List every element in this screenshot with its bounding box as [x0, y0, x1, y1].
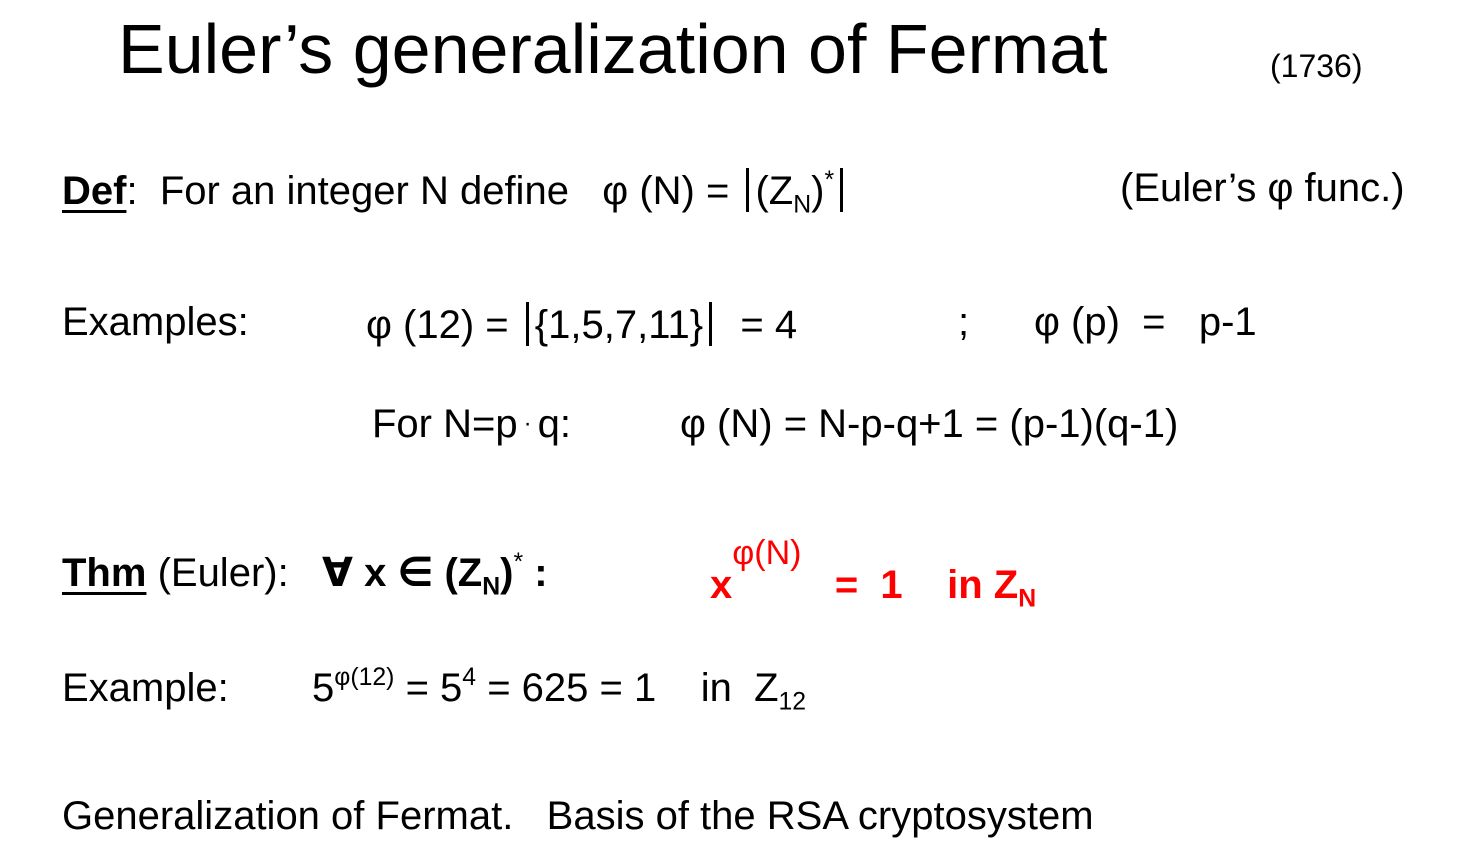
thm-colon: :: [534, 551, 548, 595]
for-n-label: [372, 404, 571, 444]
example-label: Example:: [62, 666, 229, 710]
example-formula: [312, 663, 807, 716]
def-star: *: [824, 166, 835, 194]
example-in-sub: 12: [778, 688, 807, 716]
for-n-label-text: For N=p: [372, 402, 518, 446]
euler-phi-note: (Euler’s φ func.): [1120, 166, 1405, 210]
thm-close: ): [500, 551, 514, 595]
examples-set: {1,5,7,11}: [534, 303, 704, 347]
slide-title: Euler’s generalization of Fermat: [118, 10, 1108, 88]
examples-eq4: = 4: [740, 303, 798, 347]
def-zn-open: (Z: [755, 169, 794, 213]
def-zn-close: ): [811, 169, 825, 213]
set-bar-left: [526, 302, 529, 346]
examples-phi12-line: [366, 302, 797, 346]
definition-line: [62, 166, 849, 219]
footer-text: Generalization of Fermat. Basis of the RSA cryptosystem: [62, 794, 1094, 838]
example-exp2: 4: [462, 663, 477, 691]
for-n-label-end: q:: [537, 402, 571, 446]
for-n-dot: ·: [523, 410, 532, 437]
def-colon: :: [126, 169, 138, 213]
thm-exponent: φ(N): [732, 534, 802, 572]
abs-bar-left: [746, 168, 749, 212]
abs-bar-right: [840, 168, 843, 212]
examples-separator: ;: [958, 300, 970, 344]
thm-star: *: [513, 548, 524, 576]
example-in: in Z: [700, 666, 779, 710]
examples-phip: φ (p) = p-1: [1034, 300, 1257, 344]
for-n-formula: φ (N) = N-p-q+1 = (p-1)(q-1): [680, 402, 1179, 446]
example-base: 5: [312, 666, 335, 710]
examples-label: Examples:: [62, 300, 249, 344]
example-eq1: = 5: [405, 666, 463, 710]
thm-label: Thm: [62, 551, 147, 595]
thm-x: x: [710, 563, 733, 607]
def-label: Def: [62, 169, 127, 213]
def-text: For an integer N define: [159, 169, 569, 213]
theorem-line: [62, 548, 548, 601]
thm-forall: ∀ x ∈ (Z: [322, 551, 483, 595]
def-zn-sub: N: [793, 191, 812, 219]
thm-in-sub: N: [1018, 585, 1037, 613]
thm-eq: = 1: [834, 563, 903, 607]
example-rest: = 625 = 1: [487, 666, 657, 710]
theorem-statement: [710, 534, 1037, 613]
examples-phi12: φ (12) =: [366, 303, 509, 347]
def-phi-n: φ (N) =: [602, 169, 730, 213]
thm-author: (Euler):: [157, 551, 289, 595]
thm-sub-n: N: [482, 573, 501, 601]
title-year: (1736): [1270, 48, 1363, 84]
thm-in: in Z: [947, 563, 1019, 607]
set-bar-right: [709, 302, 712, 346]
example-exp: φ(12): [334, 663, 395, 691]
